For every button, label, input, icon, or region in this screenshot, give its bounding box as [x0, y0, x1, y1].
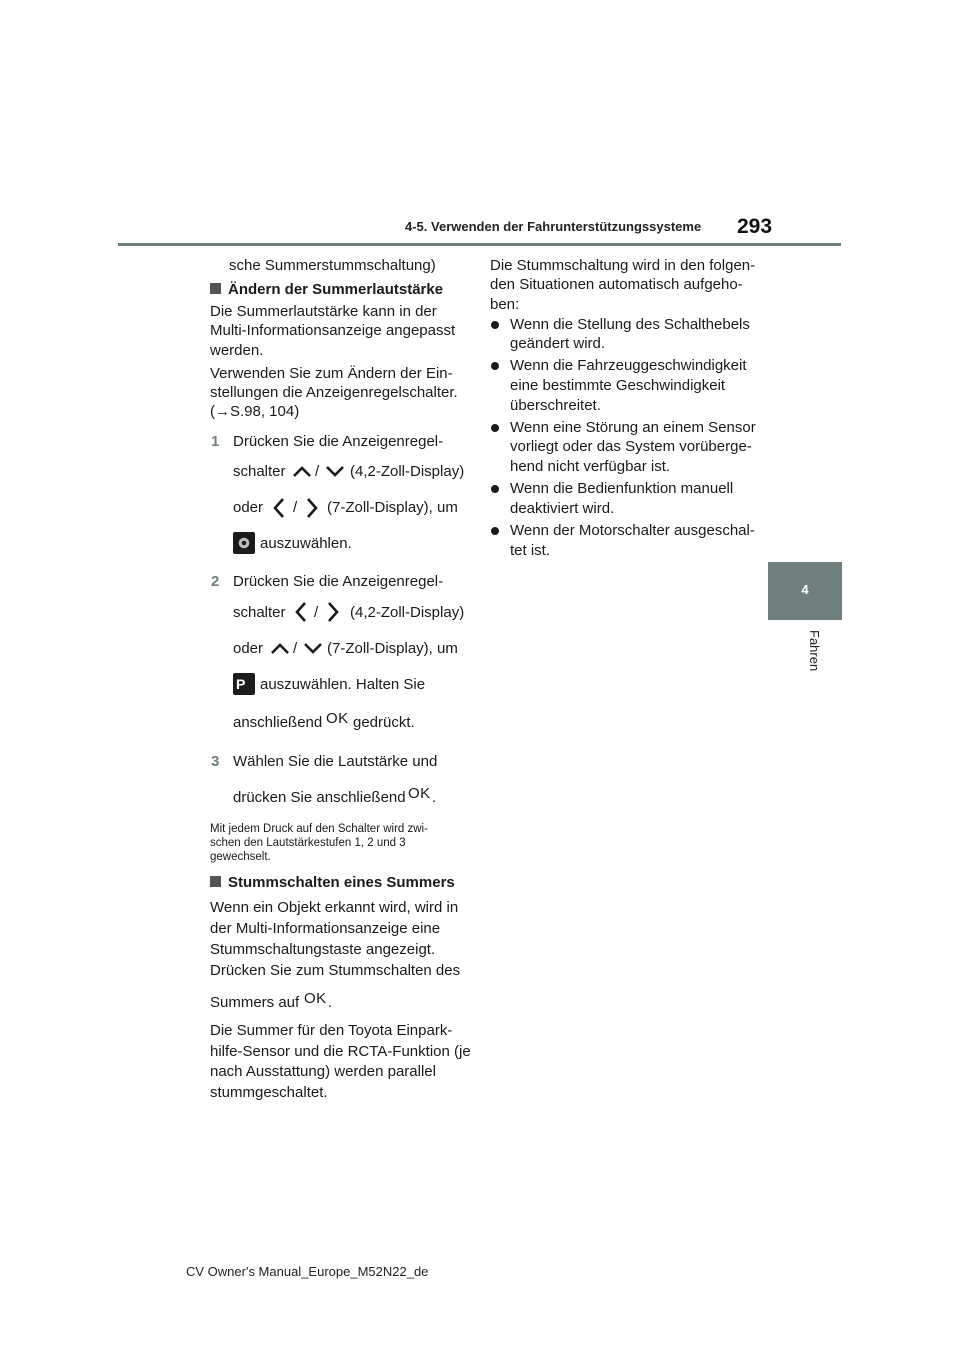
text-line: schalter [233, 604, 286, 621]
chevron-left-icon [294, 601, 308, 623]
section-title: 4-5. Verwenden der Fahrunterstützungssysteme [405, 219, 702, 234]
text-line: geändert wird. [510, 335, 606, 352]
note-line: gewechselt. [210, 851, 271, 863]
page-number: 293 [737, 215, 773, 238]
text-line: Die Summer für den Toyota Einpark- [210, 1022, 453, 1039]
heading-mute: Stummschalten eines Summers [210, 873, 455, 893]
text-line: Wenn ein Objekt erkannt wird, wird in [210, 899, 459, 916]
text-line: eine bestimmte Geschwindigkeit [510, 377, 726, 394]
text-line: gedrückt. [353, 714, 415, 731]
text-line: oder [233, 640, 264, 657]
text-line: deaktiviert wird. [510, 500, 615, 517]
text-line: stummgeschaltet. [210, 1084, 328, 1101]
chevron-up-icon [292, 465, 312, 478]
text-line: (4,2-Zoll-Display) [350, 463, 465, 480]
text-line: Die Stummschaltung wird in den folgen- [490, 257, 756, 274]
chapter-label: Fahren [807, 630, 822, 672]
note-line: schen den Lautstärkestufen 1, 2 und 3 [210, 837, 406, 849]
note-line: Mit jedem Druck auf den Schalter wird zwi- [210, 823, 428, 835]
footer-text: CV Owner's Manual_Europe_M52N22_de [186, 1264, 429, 1279]
text-line: hilfe-Sensor und die RCTA-Funktion (je [210, 1043, 471, 1060]
text-line: (7-Zoll-Display), um [327, 640, 458, 657]
slash: / [315, 463, 320, 480]
slash: / [314, 604, 319, 621]
text-line: nach Ausstattung) werden parallel [210, 1063, 436, 1080]
ok-button-icon: OK [326, 710, 349, 727]
chevron-left-icon [272, 497, 286, 519]
chevron-right-icon [326, 601, 340, 623]
text-line: anschließend [233, 714, 323, 731]
step-number: 3 [211, 753, 220, 770]
chevron-up-icon [270, 642, 290, 655]
text-line: Multi-Informationsanzeige angepasst [210, 322, 456, 339]
text-line: Wenn die Bedienfunktion manuell [510, 480, 734, 497]
text-line: Drücken Sie die Anzeigenregel- [233, 573, 444, 590]
ok-button-icon: OK [408, 785, 431, 802]
text-line: tet ist. [510, 542, 551, 559]
settings-gear-icon [233, 532, 255, 554]
chapter-number: 4 [801, 582, 809, 597]
text-line: oder [233, 499, 264, 516]
page-reference-link: (→S.98, 104) [210, 403, 300, 420]
chevron-down-icon [303, 642, 323, 655]
text-line: Wenn die Fahrzeuggeschwindigkeit [510, 357, 747, 374]
text-line: drücken Sie anschließend [233, 789, 406, 806]
text-line: hend nicht verfügbar ist. [510, 458, 671, 475]
heading-volume: Ändern der Summerlautstärke [210, 280, 443, 300]
chevron-down-icon [325, 465, 345, 478]
text-line: . [432, 789, 437, 806]
slash: / [293, 640, 298, 657]
bullet-dot-icon [491, 485, 499, 493]
step-number: 2 [211, 573, 220, 590]
text-line: Die Summerlautstärke kann in der [210, 303, 437, 320]
bullet-dot-icon [491, 321, 499, 329]
text-line: schalter [233, 463, 286, 480]
text-line: vorliegt oder das System vorüberge- [510, 438, 752, 455]
text-line: Stummschaltungstaste angezeigt. [210, 941, 436, 958]
text-line: werden. [210, 342, 264, 359]
text-line: Summers auf [210, 994, 300, 1011]
text-line: Drücken Sie die Anzeigenregel- [233, 433, 444, 450]
slash: / [293, 499, 298, 516]
bullet-dot-icon [491, 527, 499, 535]
text-line: überschreitet. [510, 397, 601, 414]
text-line: den Situationen automatisch aufgeho- [490, 276, 743, 293]
parking-sensor-icon: P [233, 673, 255, 695]
text-line: der Multi-Informationsanzeige eine [210, 920, 441, 937]
text-line: auszuwählen. Halten Sie [260, 676, 426, 693]
text-line: Wenn die Stellung des Schalthebels [510, 316, 750, 333]
step-number: 1 [211, 433, 220, 450]
text-line: Drücken Sie zum Stummschalten des [210, 962, 461, 979]
text-line: (4,2-Zoll-Display) [350, 604, 465, 621]
text-line: stellungen die Anzeigenregelschalter. [210, 384, 458, 401]
text-line: Verwenden Sie zum Ändern der Ein- [210, 365, 453, 382]
text-line: auszuwählen. [260, 535, 352, 552]
header-rule [118, 243, 841, 246]
chevron-right-icon [305, 497, 319, 519]
bullet-dot-icon [491, 362, 499, 370]
bullet-dot-icon [491, 424, 499, 432]
text-line: Wählen Sie die Lautstärke und [233, 753, 438, 770]
text-line: ben: [490, 296, 520, 313]
text-line: Wenn eine Störung an einem Sensor [510, 419, 756, 436]
text-line: sche Summerstummschaltung) [229, 257, 436, 274]
ok-button-icon: OK [304, 990, 327, 1007]
text-line: Wenn der Motorschalter ausgeschal- [510, 522, 755, 539]
chapter-tab [768, 562, 842, 620]
square-bullet-icon [210, 283, 221, 294]
square-bullet-icon [210, 876, 221, 887]
text-line: (7-Zoll-Display), um [327, 499, 458, 516]
text-line: . [328, 994, 333, 1011]
